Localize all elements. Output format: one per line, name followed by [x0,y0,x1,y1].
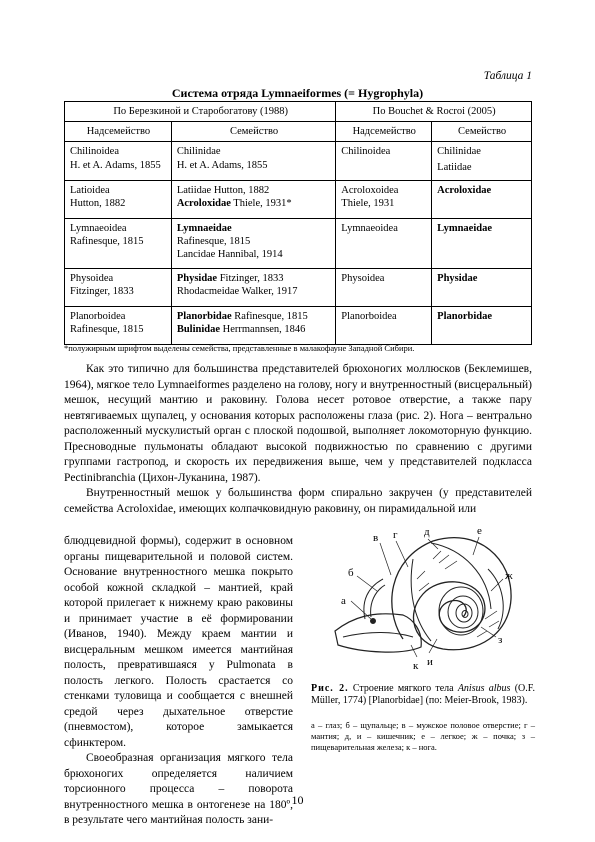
figure-label: в [373,532,379,544]
table-cell: Physoidea Fitzinger, 1833 [65,268,172,306]
table-cell: Physidae Fitzinger, 1833 Rhodacmeidae Walker, 1917 [171,268,335,306]
table-cell: Planorboidea Rafinesque, 1815 [65,306,172,344]
table-cell: Acroloxidae [432,180,532,218]
table-cell: Latioidea Hutton, 1882 [65,180,172,218]
table-cell: Planorbidae Rafinesque, 1815 Bulinidae Herrmannsen, 1846 [171,306,335,344]
figure-label: б [348,567,354,579]
table-cell: Acroloxoidea Thiele, 1931 [336,180,432,218]
table-row [65,306,532,344]
table-cell: Planorbidae [432,306,532,344]
snail-figure [313,519,535,677]
page-number: 10 [291,793,304,807]
wrapped-text [64,534,293,829]
table-cell: Latiidae Hutton, 1882 Acroloxidae Thiele, 1931* [171,180,335,218]
figure-label: г [393,529,398,541]
paragraph: Внутренностный мешок у большинства форм спирально закручен (у представителей семейства Acroloxidae, имеющих колпачковидную раковину, он пирамидальной или [64,487,532,515]
column-header: Надсемейство [336,122,432,142]
paragraph: Как это типично для большинства представителей брюхоногих моллюсков (Беклемишев, 1964), мягкое тело Lymnaeiformes разделено на голову, ногу и внутренностный (висцеральный) мешок, несущий мантию и раковину. Голова несет ротовое отверстие, а также пару невтягиваемых щупалец, у основания которых расположены глаза (рис. 2). Нога – вентрально расположенный мускулистый орган с плоской подошвой, выполняет локомоторную функцию. Пресноводные пульмонаты обладают высокой подвижностью по сравнению с другими группами гастропод, и скорость их передвижения выше, чем у представителей подкласса Pectinibranchia (Цихон-Луканина, 1987). [64,363,532,484]
table-row [65,180,532,218]
table-row [65,268,532,306]
table-cell: Lymnaeoidea Rafinesque, 1815 [65,218,172,268]
figure-label: к [413,660,419,672]
table-cell: Lymnaeoidea [336,218,432,268]
table-row [65,142,532,180]
figure-label: а [341,595,346,607]
table-cell: Planorboidea [336,306,432,344]
column-header: Надсемейство [65,122,172,142]
table-cell: Lymnaeidae [432,218,532,268]
table-source-row [65,102,532,122]
table-number: Таблица 1 [483,70,532,82]
figure-label: з [498,634,503,646]
column-header: Семейство [171,122,335,142]
body-text [64,362,532,517]
column-header: Семейство [432,122,532,142]
table-cell: Chilinidae Latiidae [432,142,532,180]
table-cell: Chilinidae H. et A. Adams, 1855 [171,142,335,180]
table-cell: Chilinoidea [336,142,432,180]
paragraph: Своеобразная организация мягкого тела брюхоногих определяется наличием торсионного процесса – поворота внутренностного мешка в онтогенезе на 180º, в результате чего мантийная полость зани- [64,752,293,826]
table-header-row [65,122,532,142]
figure-caption: Рис. 2. Строение мягкого тела Anisus albus (O.F. Müller, 1774) [Planorbidae] (по: Meier-Brook, 1983). [311,683,536,707]
snail-illustration [313,519,535,677]
source-left: По Березкиной и Старобогатову (1988) [65,102,336,122]
table-cell: Physoidea [336,268,432,306]
table-row [65,218,532,268]
table-cell: Physidae [432,268,532,306]
table-cell: Chilinoidea H. et A. Adams, 1855 [65,142,172,180]
figure-label: и [427,656,433,668]
table-title: Система отряда Lymnaeiformes (= Hygrophyla) [171,86,424,100]
source-right: По Bouchet & Rocroi (2005) [336,102,532,122]
figure-label: е [477,525,482,537]
table-footnote: *полужирным шрифтом выделены семейства, представленные в малакофауне Западной Сибири. [64,343,415,353]
table-cell: Lymnaeidae Rafinesque, 1815 Lancidae Hannibal, 1914 [171,218,335,268]
figure-label: д [424,526,430,538]
figure-label: ж [505,570,513,582]
paragraph: блюдцевидной формы), содержит в основном органы пищеварительной и половой систем. Основание внутренностного мешка покрыто особой кожной складкой – мантией, край которой прилегает к нижнему краю раковины и принимает участие в её формировании (Иванов, 1940). Между краем мантии и висцеральным мешком имеется мантийная полость, превратившаяся у Pulmonata в полость легкого. Полость срастается со стенками туловища и сообщается с внешней средой через дыхательное отверстие (пневмостом), которое замыкается сфинктером. [64,535,293,749]
figure-legend: а – глаз; б – щупальце; в – мужское половое отверстие; г – мантия; д, и – кишечник; е – легкое; ж – почка; з – пищеварительная железа; к – нога. [311,720,535,752]
classification-table [64,101,532,345]
